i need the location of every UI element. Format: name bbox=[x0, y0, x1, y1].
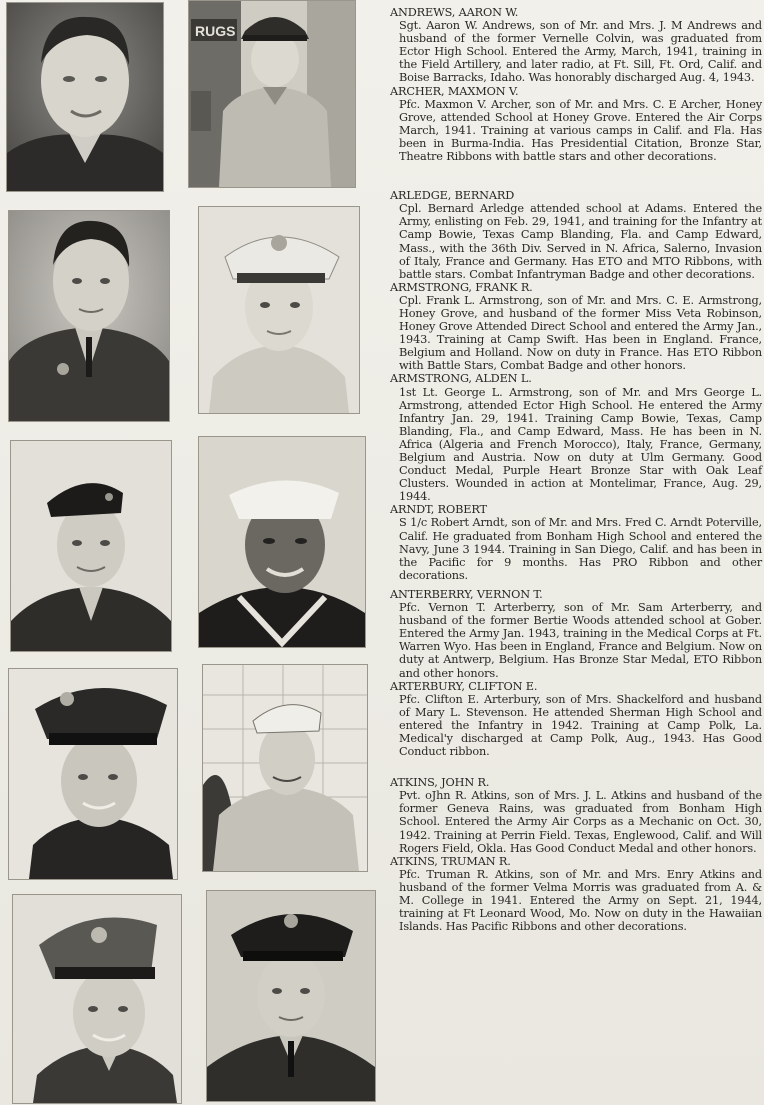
entry-bio: Pfc. Vernon T. Arterberry, son of Mr. Sam Arterberry, and husband of the former Bertie Woods attended school at Gober. Entered the Army Jan. 1943, training in the Medical Corps at Ft. Warren Wyo. Has been in England, France and Belgium. Now on duty at Antwerp, Belgium. Has Bronze Star Medal, ETO Ribbon and other honors. bbox=[399, 601, 762, 680]
entry-bio: Cpl. Bernard Arledge attended school at Adams. Entered the Army, enlisting on Feb. 29, 1941, and training for the Infantry at Camp Bowie, Texas Camp Blanding, Fla. and Camp Edward, Mass., with the 36th Div. Served in N. Africa, Salerno, Invasion of Italy, France and Germany. Has ETO and MTO Ribbons, with battle stars. Combat Infantryman Badge and other decorations. bbox=[399, 202, 762, 281]
entry-bio: Cpl. Frank L. Armstrong, son of Mr. and Mrs. C. E. Armstrong, Honey Grove, and husband of the former Miss Veta Robinson, Honey Grove Attended Direct School and entered the Army Jan., 1943. Training at Camp Swift. Has been in England. France, Belgium and Holland. Now on duty in France. Has ETO Ribbon with Battle Stars, Combat Badge and other honors. bbox=[399, 293, 762, 373]
biography-column bbox=[390, 6, 762, 1102]
entry-armstrong-alden bbox=[390, 372, 762, 503]
entry-armstrong-frank bbox=[390, 281, 762, 373]
entry-atkins-truman bbox=[390, 855, 762, 934]
svg-text:RUGS: RUGS bbox=[195, 23, 236, 39]
entry-bio: Pfc. Truman R. Atkins, son of Mr. and Mrs. Enry Atkins and husband of the former Velma Morris was graduated from A. & M. College in 1941. Entered the Army on Sept. 21, 1944, training at Ft Leonard Wood, Mo. Now on duty in the Hawaiian Islands. Has Pacific Ribbons and other decorations. bbox=[399, 867, 762, 934]
entry-bio: Pfc. Maxmon V. Archer, son of Mr. and Mrs. C. E Archer, Honey Grove, attended School at Honey Grove. Entered the Air Corps March, 1941. Training at various camps in Calif. and Fla. Has been in Burma-India. Has Presidential Citation, Bronze Star, Theatre Ribbons with battle stars and other decorations. bbox=[399, 97, 762, 164]
entry-arndt bbox=[390, 503, 762, 582]
entry-bio: Sgt. Aaron W. Andrews, son of Mr. and Mrs. J. M Andrews and husband of the former Vernelle Colvin, was graduated from Ector High School. Entered the Army, March, 1941, training in the Field Artillery, and later radio, at Ft. Sill, Ft. Ord, Calif. and Boise Barracks, Idaho. Was honorably discharged Aug. 4, 1943. bbox=[399, 19, 762, 85]
entry-name: ARMSTRONG, ALDEN L. bbox=[390, 372, 532, 386]
photo-alden-armstrong bbox=[10, 440, 172, 652]
photo-truman-atkins bbox=[206, 890, 376, 1102]
entry-archer bbox=[390, 85, 762, 164]
entry-name: ANDREWS, AARON W. bbox=[390, 6, 519, 19]
photo-aaron-andrews bbox=[6, 2, 164, 192]
entry-atkins-john bbox=[390, 776, 762, 855]
entry-name: ARTERBURY, CLIFTON E. bbox=[390, 679, 538, 693]
entry-name: ARCHER, MAXMON V. bbox=[390, 84, 519, 98]
photo-frank-armstrong bbox=[198, 206, 360, 414]
photo-vernon-anterberry bbox=[8, 668, 178, 880]
entry-andrews bbox=[390, 6, 762, 85]
photo-bernard-arledge bbox=[8, 210, 170, 422]
entry-anterberry bbox=[390, 588, 762, 680]
photo-maxmon-archer bbox=[188, 0, 356, 188]
entry-bio: S 1/c Robert Arndt, son of Mr. and Mrs. Fred C. Arndt Poterville, Calif. He graduated from Bonham High School and entered the Navy, June 3 1944. Training in San Diego, Calif. and has been in the Pacific for 9 months. Has PRO Ribbon and other decorations. bbox=[399, 516, 762, 582]
entry-name: ARNDT, ROBERT bbox=[390, 503, 487, 517]
entry-arledge bbox=[390, 189, 762, 281]
photo-robert-arndt bbox=[198, 436, 366, 648]
entry-name: ATKINS, TRUMAN R. bbox=[390, 854, 511, 868]
entry-bio: 1st Lt. George L. Armstrong, son of Mr. and Mrs George L. Armstrong, attended Ector High School. He entered the Army Infantry Jan. 29, 1941. Training Camp Bowie, Texas, Camp Blanding, Fla., and Camp Edward, Mass. He has been in N. Africa (Algeria and French Morocco), Italy, France, Germany, Belgium and Austria. Now on duty at Ulm Germany. Good Conduct Medal, Purple Heart Bronze Star with Oak Leaf Clusters. Wounded in action at Montelimar, France, Aug. 29, 1944. bbox=[399, 385, 762, 504]
entry-name: ARMSTRONG, FRANK R. bbox=[390, 280, 533, 294]
entry-name: ARLEDGE, BERNARD bbox=[390, 189, 515, 203]
entry-bio: Pfc. Clifton E. Arterbury, son of Mrs. Shackelford and husband of Mary L. Stevenson. He attended Sherman High School and entered the Infantry in 1942. Training at Camp Polk, La. Medical'y discharged at Camp Polk, Aug., 1943. Has Good Conduct ribbon. bbox=[399, 692, 762, 759]
entry-bio: Pvt. oJhn R. Atkins, son of Mrs. J. L. Atkins and husband of the former Geneva Rains, was graduated from Bonham High School. Entered the Army Air Corps as a Mechanic on Oct. 30, 1942. Training at Perrin Field. Texas, Englewood, Calif. and Will Rogers Field, Okla. Has Good Conduct Medal and other honors. bbox=[399, 789, 762, 855]
photo-clifton-arterbury bbox=[202, 664, 368, 872]
photo-john-atkins bbox=[12, 894, 182, 1104]
entry-name: ANTERBERRY, VERNON T. bbox=[390, 587, 543, 601]
entry-arterbury bbox=[390, 680, 762, 759]
entry-name: ATKINS, JOHN R. bbox=[390, 776, 490, 790]
